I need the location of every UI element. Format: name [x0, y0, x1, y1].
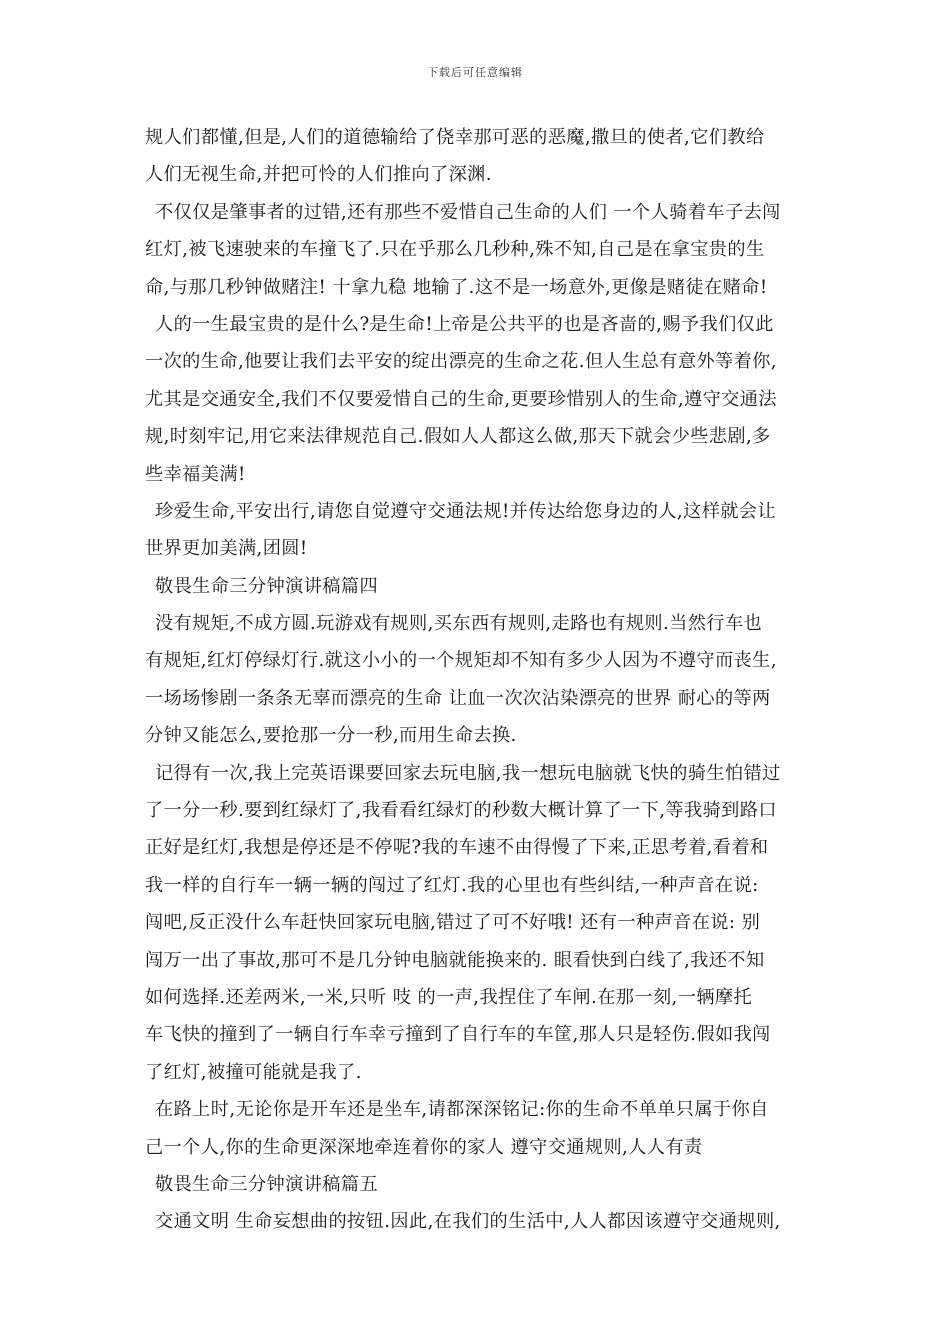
- text-line: 命,与那几秒钟做赌注! 十拿九稳 地输了.这不是一场意外,更像是赌徒在赌命!: [145, 276, 768, 298]
- text-line: 世界更加美满,团圆!: [145, 538, 308, 560]
- text-line: 一次的生命,他要让我们去平安的绽出漂亮的生命之花.但人生总有意外等着你,: [145, 351, 777, 373]
- text-line: 没有规矩,不成方圆.玩游戏有规则,买东西有规则,走路也有规则.当然行车也: [155, 613, 763, 635]
- text-line: 如何选择.还差两米,一米,只听 吱 的一声,我捏住了车闸.在那一刻,一辆摩托: [145, 986, 753, 1008]
- text-line: 规,时刻牢记,用它来法律规范自己.假如人人都这么做,那天下就会少些悲剧,多: [145, 426, 771, 448]
- text-line: 己一个人,你的生命更深深地牵连着你的家人 遵守交通规则,人人有责: [145, 1136, 703, 1158]
- text-line: 有规矩,红灯停绿灯行.就这小小的一个规矩却不知有多少人因为不遵守而丧生,: [145, 650, 777, 672]
- text-line: 一场场惨剧一条条无辜而漂亮的生命 让血一次次沾染漂亮的世界 耐心的等两: [145, 687, 771, 709]
- text-line: 敬畏生命三分钟演讲稿篇五: [155, 1173, 379, 1195]
- document-body: [145, 119, 815, 1241]
- text-line: 了一分一秒.要到红绿灯了,我看看红绿灯的秒数大概计算了一下,等我骑到路口: [145, 800, 777, 822]
- text-line: 规人们都懂,但是,人们的道德输给了侥幸那可恶的恶魔,撒旦的使者,它们教给: [145, 127, 765, 148]
- text-line: 些幸福美满!: [145, 463, 246, 485]
- text-line: 不仅仅是肇事者的过错,还有那些不爱惜自己生命的人们 一个人骑着车子去闯: [155, 201, 781, 223]
- text-line: 我一样的自行车一辆一辆的闯过了红灯.我的心里也有些纠结,一种声音在说:: [145, 874, 759, 896]
- text-line: 正好是红灯,我想是停还是不停呢?我的车速不由得慢了下来,正思考着,看着和: [145, 837, 769, 859]
- text-line: 人的一生最宝贵的是什么?是生命!上帝是公共平的也是吝啬的,赐予我们仅此: [155, 313, 774, 335]
- text-line: 车飞快的撞到了一辆自行车幸亏撞到了自行车的车筐,那人只是轻伤.假如我闯: [145, 1024, 771, 1046]
- text-line: 敬畏生命三分钟演讲稿篇四: [155, 575, 379, 597]
- text-line: 了红灯,被撞可能就是我了.: [145, 1061, 362, 1083]
- text-line: 记得有一次,我上完英语课要回家去玩电脑,我一想玩电脑就飞快的骑生怕错过: [155, 762, 781, 784]
- text-line: 尤其是交通安全,我们不仅要爱惜自己的生命,更要珍惜别人的生命,遵守交通法: [145, 388, 777, 410]
- text-line: 闯万一出了事故,那可不是几分钟电脑就能换来的. 眼看快到白线了,我还不知: [145, 949, 765, 971]
- page-header: 下载后可任意编辑: [427, 66, 523, 79]
- text-line: 在路上时,无论你是开车还是坐车,请都深深铭记:你的生命不单单只属于你自: [155, 1099, 769, 1121]
- text-line: 闯吧,反正没什么车赶快回家玩电脑,错过了可不好哦! 还有一种声音在说: 别: [145, 912, 761, 934]
- text-line: 红灯,被飞速驶来的车撞飞了.只在乎那么几秒种,殊不知,自己是在拿宝贵的生: [145, 239, 765, 261]
- text-line: 珍爱生命,平安出行,请您自觉遵守交通法规!并传达给您身边的人,这样就会让: [155, 500, 777, 522]
- text-line: 分钟又能怎么,要抢那一分一秒,而用生命去换.: [145, 725, 517, 747]
- text-line: 人们无视生命,并把可怜的人们推向了深渊.: [145, 164, 492, 186]
- text-line: 交通文明 生命妄想曲的按钮.因此,在我们的生活中,人人都因该遵守交通规则,: [155, 1211, 781, 1233]
